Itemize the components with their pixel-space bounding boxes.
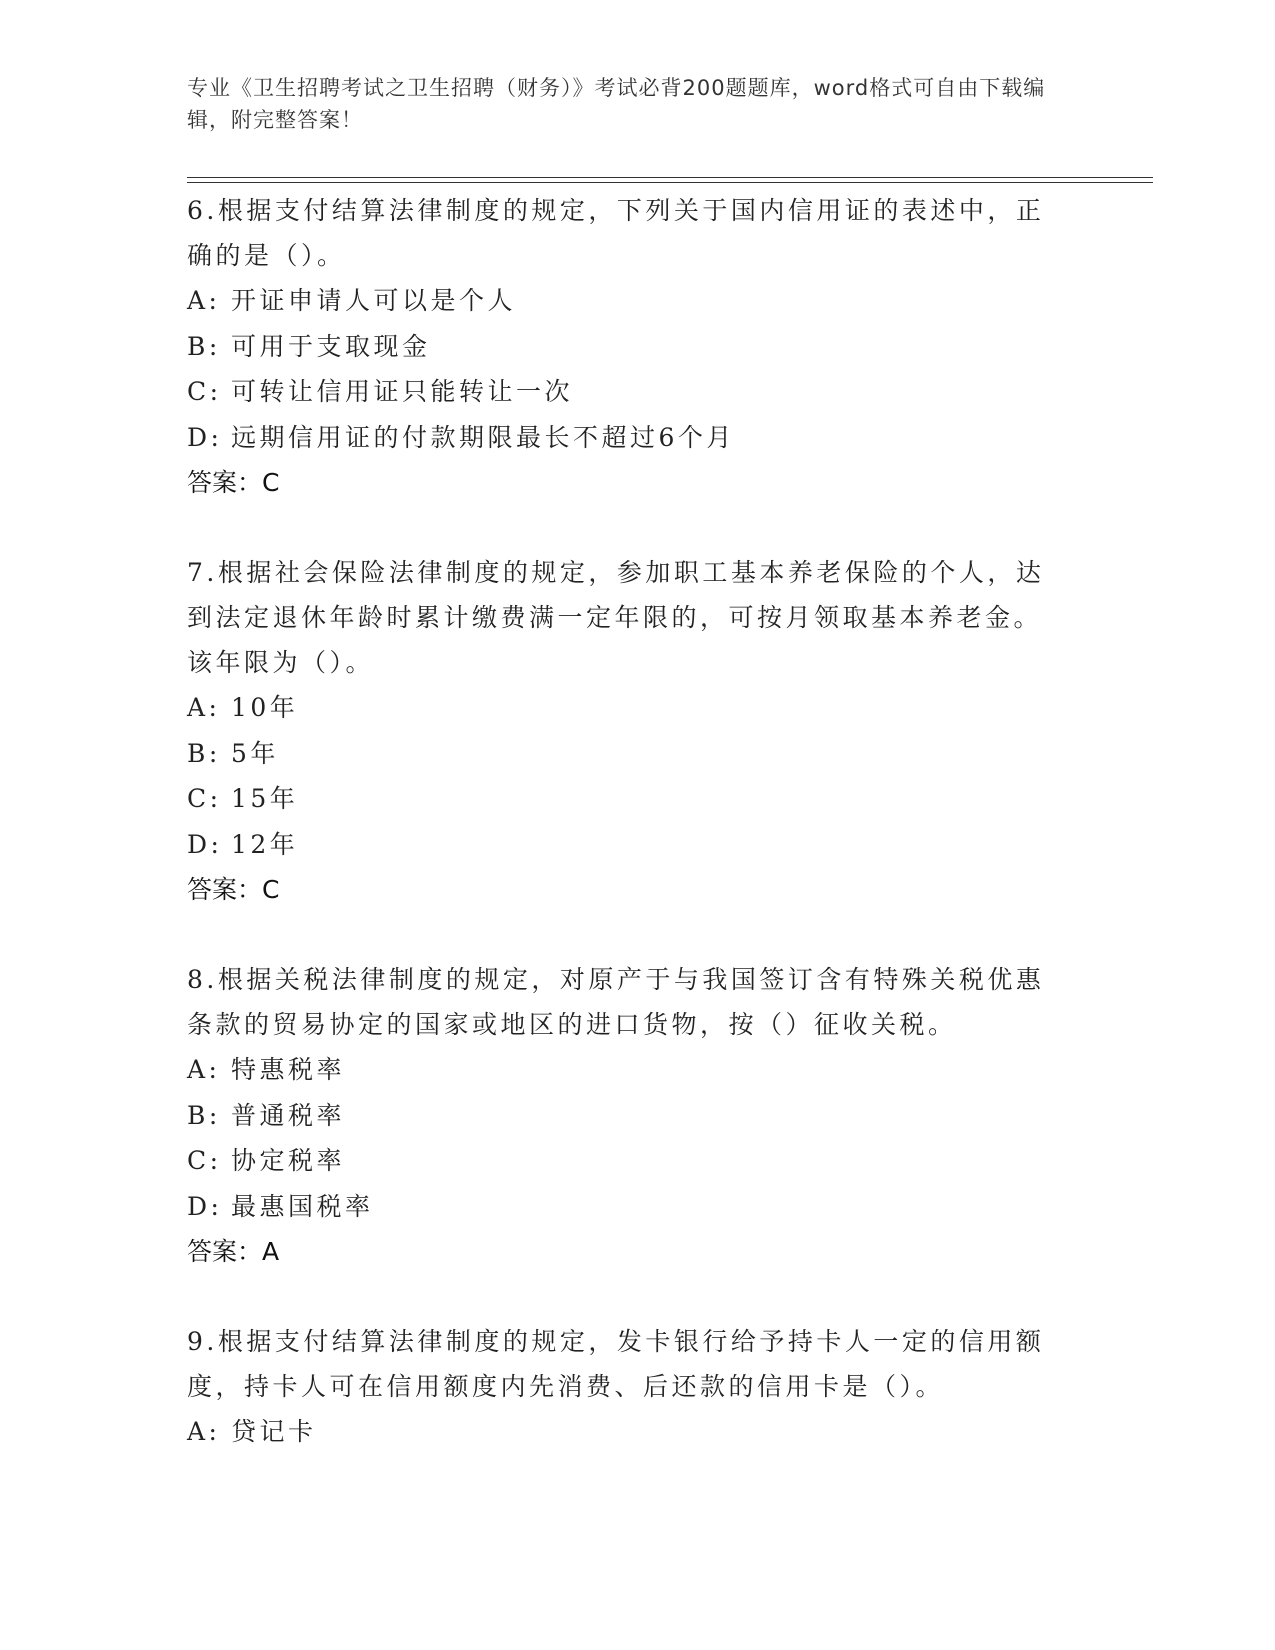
option-letter: D: (187, 422, 223, 452)
option-text: 最惠国税率 (231, 1191, 374, 1221)
option-b (187, 324, 1067, 370)
option-d (187, 1184, 1067, 1230)
document-header: 专业《卫生招聘考试之卫生招聘（财务）》考试必背200题题库，word格式可自由下载编辑，附完整答案！ (187, 76, 1046, 132)
question-item (187, 550, 1067, 912)
option-text: 15年 (231, 784, 299, 813)
question-item (187, 957, 1067, 1274)
question-text: 9.根据支付结算法律制度的规定，发卡银行给予持卡人一定的信用额度，持卡人可在信用额度内先消费、后还款的信用卡是（）。 (187, 1327, 1045, 1401)
option-d (187, 415, 1067, 461)
question-text: 8.根据关税法律制度的规定，对原产于与我国签订含有特殊关税优惠条款的贸易协定的国家或地区的进口货物，按（）征收关税。 (187, 965, 1045, 1039)
answer-text: 答案：C (187, 875, 280, 904)
question-text: 6.根据支付结算法律制度的规定，下列关于国内信用证的表述中，正确的是（）。 (187, 196, 1045, 270)
question-item (187, 188, 1067, 505)
option-a (187, 685, 1067, 731)
option-text: 10年 (231, 693, 299, 722)
option-c (187, 1138, 1067, 1184)
option-a (187, 278, 1067, 324)
option-letter: A: (187, 1417, 221, 1446)
answer-text: 答案：C (187, 468, 280, 497)
question-text: 7.根据社会保险法律制度的规定，参加职工基本养老保险的个人，达到法定退休年龄时累计缴费满一定年限的，可按月领取基本养老金。该年限为（）。 (187, 558, 1045, 677)
option-d (187, 822, 1067, 868)
spacer (187, 912, 1067, 957)
option-c (187, 369, 1067, 415)
option-a (187, 1409, 1067, 1455)
question-list (187, 188, 1067, 1455)
option-text: 特惠税率 (231, 1055, 346, 1084)
option-letter: C: (187, 784, 222, 813)
spacer (187, 505, 1067, 550)
option-a (187, 1047, 1067, 1093)
option-text: 普通税率 (231, 1100, 346, 1130)
option-b (187, 1093, 1067, 1139)
option-text: 开证申请人可以是个人 (231, 286, 517, 315)
option-letter: A: (187, 286, 221, 315)
option-text: 12年 (231, 829, 299, 859)
spacer (187, 1274, 1067, 1319)
option-letter: C: (187, 377, 222, 406)
option-text: 5年 (231, 738, 279, 768)
option-letter: B: (187, 331, 221, 361)
option-letter: B: (187, 1100, 221, 1130)
option-text: 可用于支取现金 (231, 331, 431, 361)
answer-text: 答案：A (187, 1237, 280, 1266)
header-divider-bottom (187, 182, 1153, 183)
question-item (187, 1319, 1067, 1455)
option-text: 可转让信用证只能转让一次 (231, 377, 574, 406)
option-c (187, 776, 1067, 822)
option-letter: D: (187, 829, 223, 859)
option-text: 贷记卡 (231, 1417, 317, 1446)
option-letter: C: (187, 1146, 222, 1175)
header-divider-top (187, 177, 1153, 178)
option-letter: D: (187, 1191, 223, 1221)
option-text: 远期信用证的付款期限最长不超过6个月 (231, 422, 735, 452)
option-b (187, 731, 1067, 777)
option-letter: B: (187, 738, 221, 768)
option-text: 协定税率 (231, 1146, 346, 1175)
option-letter: A: (187, 1055, 221, 1084)
option-letter: A: (187, 693, 221, 722)
